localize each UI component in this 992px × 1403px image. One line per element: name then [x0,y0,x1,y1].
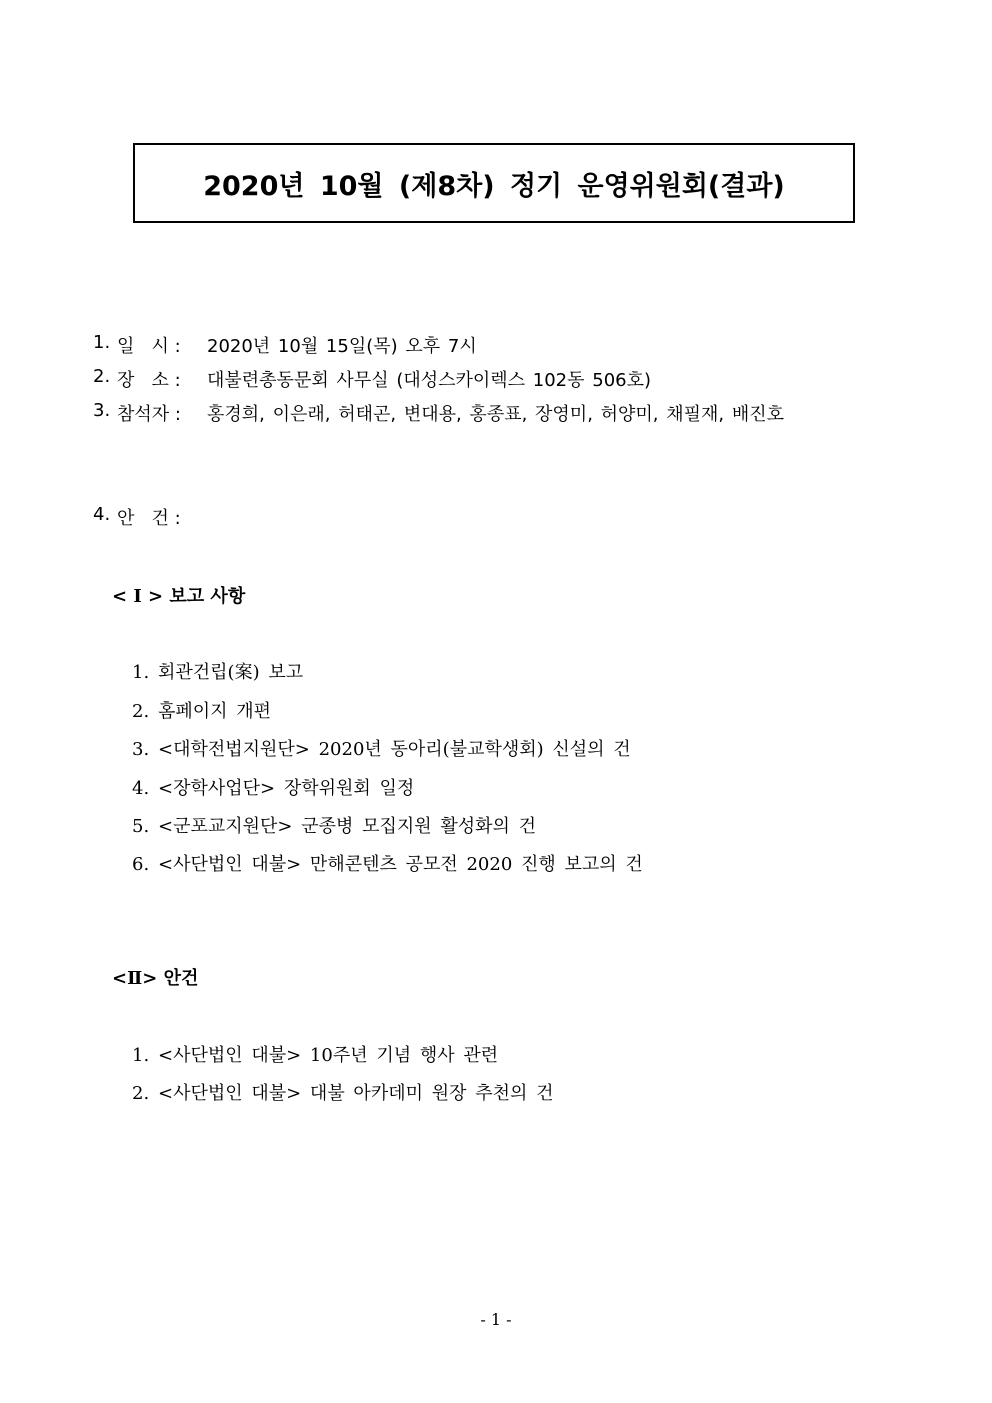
info-number: 3. [93,400,111,421]
item-text: <사단법인 대불> 대불 아카데미 원장 추천의 건 [158,1083,554,1104]
item-text: 회관건립(案) 보고 [158,662,304,683]
item-number: 6. [132,854,150,875]
info-row-attendees [93,400,784,426]
section-heading-reports: < I > 보고 사항 [112,586,246,607]
info-value: 홍경희, 이은래, 허태곤, 변대용, 홍종표, 장영미, 허양미, 채필재, 배진호 [207,404,785,425]
document-title: 2020년 10월 (제8차) 정기 운영위원회(결과) [203,170,785,202]
info-label: 안 건 : [117,508,181,529]
item-number: 2. [132,1083,150,1104]
item-text: <사단법인 대불> 만해콘텐츠 공모전 2020 진행 보고의 건 [158,854,643,875]
section-heading-agenda: <Ⅱ> 안건 [112,968,199,989]
item-number: 2. [132,701,150,722]
info-value: 대불련총동문회 사무실 (대성스카이렉스 102동 506호) [207,370,652,391]
list-item [132,850,643,876]
item-number: 3. [132,739,150,760]
list-item [132,1079,553,1105]
item-text: 홈페이지 개편 [158,701,272,722]
item-text: <대학전법지원단> 2020년 동아리(불교학생회) 신설의 건 [158,739,631,760]
item-number: 1. [132,1045,150,1066]
item-number: 5. [132,816,150,837]
info-number: 1. [93,332,111,353]
list-item [132,812,536,838]
info-label: 장 소 : [117,370,181,391]
item-text: <군포교지원단> 군종병 모집지원 활성화의 건 [158,816,537,837]
info-row-place [93,366,651,392]
info-number: 2. [93,366,111,387]
item-text: <장학사업단> 장학위원회 일정 [158,778,415,799]
info-number: 4. [93,504,111,525]
info-row-date [93,332,477,358]
info-row-agenda [93,504,207,530]
list-item [132,697,271,723]
info-label: 일 시 : [117,336,181,357]
info-label: 참석자 : [117,404,181,425]
title-box [133,143,855,223]
list-item [132,658,303,684]
item-text: <사단법인 대불> 10주년 기념 행사 관련 [158,1045,499,1066]
info-value: 2020년 10월 15일(목) 오후 7시 [207,336,477,357]
item-number: 1. [132,662,150,683]
page-number: - 1 - [480,1310,512,1329]
list-item [132,774,414,800]
item-number: 4. [132,778,150,799]
list-item [132,1041,498,1067]
list-item [132,735,631,761]
